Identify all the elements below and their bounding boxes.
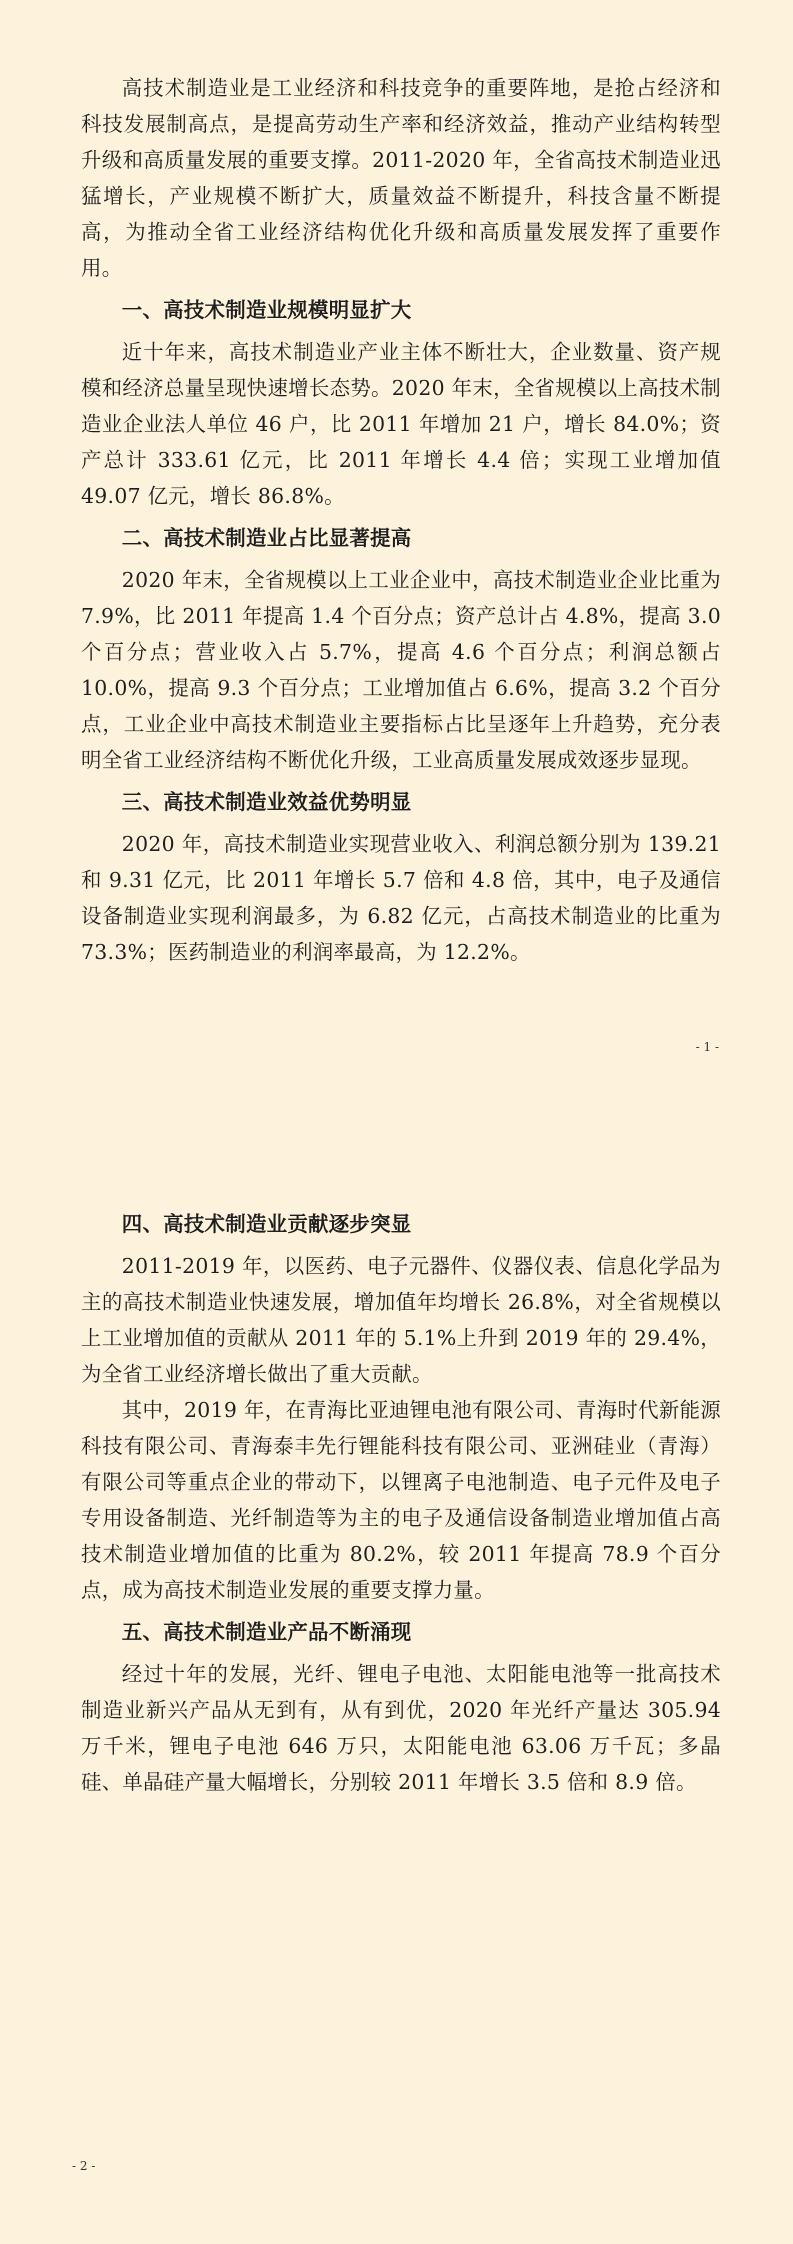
intro-paragraph: 高技术制造业是工业经济和科技竞争的重要阵地，是抢占经济和科技发展制高点，是提高劳动生产率和经济效益，推动产业结构转型升级和高质量发展的重要支撑。2011-2020 年，全省高技术制造业迅猛增长，产业规模不断扩大，质量效益不断提升，科技含量不断提高，为推动全省工业经济结构优化升级和高质量发展发挥了重要作用。 xyxy=(81,76,721,280)
section-3-heading: 三、高技术制造业效益优势明显 xyxy=(121,790,412,814)
section-5-paragraph-1: 经过十年的发展，光纤、锂电子电池、太阳能电池等一批高技术制造业新兴产品从无到有，从有到优，2020 年光纤产量达 305.94 万千米，锂电子电池 646 万只，太阳能电池 63.06 万千瓦；多晶硅、单晶硅产量大幅增长，分别较 2011 年增长 3.5 倍和 8.9 倍。 xyxy=(81,1662,721,1794)
page-number: - 2 - xyxy=(72,2159,96,2173)
document-page-2 xyxy=(0,1135,793,2244)
document-page-1 xyxy=(0,0,793,1075)
section-1-heading: 一、高技术制造业规模明显扩大 xyxy=(121,298,412,322)
section-2-heading: 二、高技术制造业占比显著提高 xyxy=(121,526,412,550)
section-5-heading: 五、高技术制造业产品不断涌现 xyxy=(121,1620,412,1644)
section-4-paragraph-1: 2011-2019 年，以医药、电子元器件、仪器仪表、信息化学品为主的高技术制造业快速发展，增加值年均增长 26.8%，对全省规模以上工业增加值的贡献从 2011 年的 5.1%上升到 2019 年的 29.4%，为全省工业经济增长做出了重大贡献。 xyxy=(81,1254,721,1386)
section-4-paragraph-2: 其中，2019 年，在青海比亚迪锂电池有限公司、青海时代新能源科技有限公司、青海泰丰先行锂能科技有限公司、亚洲硅业（青海）有限公司等重点企业的带动下，以锂离子电池制造、电子元件及电子专用设备制造、光纤制造等为主的电子及通信设备制造业增加值占高技术制造业增加值的比重为 80.2%，较 2011 年提高 78.9 个百分点，成为高技术制造业发展的重要支撑力量。 xyxy=(81,1398,721,1602)
section-1-body: 近十年来，高技术制造业产业主体不断壮大，企业数量、资产规模和经济总量呈现快速增长态势。2020 年末，全省规模以上高技术制造业企业法人单位 46 户，比 2011 年增加 21 户，增长 84.0%；资产总计 333.61 亿元，比 2011 年增长 4.4 倍；实现工业增加值 49.07 亿元，增长 86.8%。 xyxy=(81,340,721,508)
page-1-content xyxy=(81,70,721,970)
section-2-body: 2020 年末，全省规模以上工业企业中，高技术制造业企业比重为 7.9%，比 2011 年提高 1.4 个百分点；资产总计占 4.8%，提高 3.0 个百分点；营业收入占 5.7%，提高 4.6 个百分点；利润总额占 10.0%，提高 9.3 个百分点；工业增加值占 6.6%，提高 3.2 个百分点，工业企业中高技术制造业主要指标占比呈逐年上升趋势，充分表明全省工业经济结构不断优化升级，工业高质量发展成效逐步显现。 xyxy=(81,568,721,772)
section-4-heading: 四、高技术制造业贡献逐步突显 xyxy=(121,1212,412,1236)
page-2-content xyxy=(81,1200,721,1800)
section-3-body: 2020 年，高技术制造业实现营业收入、利润总额分别为 139.21 和 9.31 亿元，比 2011 年增长 5.7 倍和 4.8 倍，其中，电子及通信设备制造业实现利润最多，为 6.82 亿元，占高技术制造业的比重为 73.3%；医药制造业的利润率最高，为 12.2%。 xyxy=(81,832,721,964)
page-number: - 1 - xyxy=(695,1040,719,1054)
